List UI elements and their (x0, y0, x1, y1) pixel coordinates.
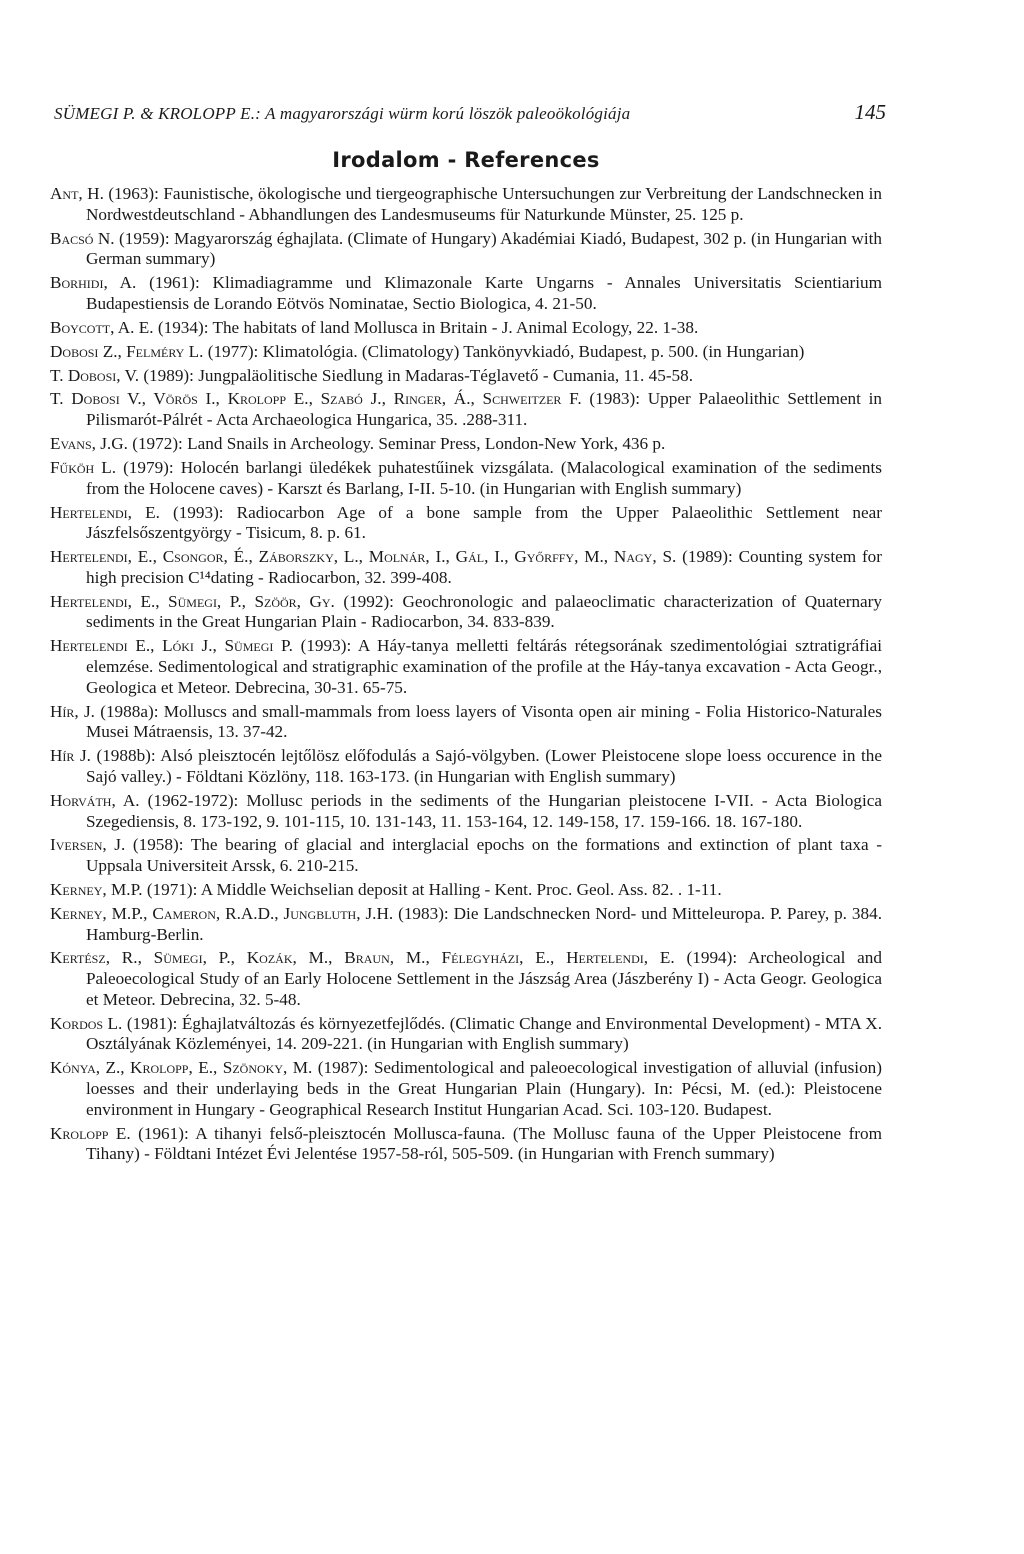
reference-authors: Fűköh L. (50, 457, 117, 477)
reference-authors: Kertész, R., Sümegi, P., Kozák, M., Braun, M., Félegyházi, E., Hertelendi, E. (50, 948, 675, 968)
reference-entry (50, 229, 882, 270)
reference-text: (1958): The bearing of glacial and interglacial epochs on the formations and extinction of plant taxa - Uppsala Universiteit Arssk, 6. 210-215. (86, 835, 882, 876)
page (50, 100, 886, 1168)
reference-text: (1959): Magyarország éghajlata. (Climate of Hungary) Akadémiai Kiadó, Budapest, 302 p. (in Hungarian with German summary) (86, 228, 882, 269)
reference-authors: Evans, J.G. (50, 434, 128, 454)
reference-entry (50, 318, 882, 339)
reference-text: (1983): Die Landschnecken Nord- und Mitteleuropa. P. Parey, p. 384. Hamburg-Berlin. (86, 903, 882, 944)
reference-authors: T. Dobosi, V. (50, 365, 140, 385)
reference-text: (1993): Radiocarbon Age of a bone sample from the Upper Palaeolithic Settlement near Jászfelsőszentgyörgy - Tisicum, 8. p. 61. (86, 502, 882, 543)
reference-text: (1993): A Háy-tanya melletti feltárás rétegsorának szedimentológiai sztratigráfiai elemzése. Sedimentological and stratigraphic examination of the profile at the Háy-tanya excavation - Acta Geogr., Geologica et Meteor. Debrecina, 30-31. 65-75. (86, 636, 882, 697)
reference-text: (1989): Jungpaläolitische Siedlung in Madaras-Téglavető - Cumania, 11. 45-58. (139, 365, 694, 385)
reference-entry (50, 366, 882, 387)
section-title: Irodalom - References (332, 148, 600, 172)
reference-text: (1992): Geochronologic and palaeoclimatic characterization of Quaternary sediments in the Great Hungarian Plain - Radiocarbon, 34. 833-839. (86, 591, 882, 632)
reference-entry (50, 389, 882, 430)
reference-text: (1971): A Middle Weichselian deposit at Halling - Kent. Proc. Geol. Ass. 82. . 1-11. (142, 879, 722, 899)
reference-text: (1987): Sedimentological and paleoecological investigation of alluvial (infusion) loesses and their underlaying beds in the Great Hungarian Plain (Hungary). In: Pécsi, M. (ed.): Pleistocene environment in Hungary - Geographical Research Institut Hungarian Acad. Sci. 103-120. Budapest. (86, 1058, 882, 1119)
reference-entry (50, 880, 882, 901)
reference-text: (1972): Land Snails in Archeology. Seminar Press, London-New York, 436 p. (127, 434, 666, 454)
reference-entry (50, 904, 882, 945)
reference-authors: Boycott, A. E. (50, 317, 154, 337)
reference-authors: Hertelendi E., Lóki J., Sümegi P. (50, 636, 293, 656)
reference-entry (50, 458, 882, 499)
reference-entry (50, 1014, 882, 1055)
reference-text: (1989): Counting system for high precision C¹⁴dating - Radiocarbon, 32. 399-408. (86, 547, 882, 587)
reference-text: (1994): Archeological and Paleoecological Study of an Early Holocene Settlement in the Jászság Area (Jászberény I) - Acta Geogr. Geologica et Meteor. Debrecina, 32. 5-48. (86, 948, 882, 1009)
reference-text: (1977): Klimatológia. (Climatology) Tankönyvkiadó, Budapest, p. 500. (in Hungarian) (203, 341, 805, 361)
reference-authors: Hír, J. (50, 701, 95, 721)
reference-entry (50, 592, 882, 633)
reference-authors: Hertelendi, E., Sümegi, P., Szöör, Gy. (50, 591, 335, 611)
reference-authors: Krolopp E. (50, 1123, 131, 1143)
reference-entry (50, 835, 882, 876)
reference-authors: Hertelendi, E., Csongor, É., Záborszky, L., Molnár, I., Gál, I., Győrffy, M., Nagy, S. (50, 547, 677, 567)
reference-authors: Ant, H. (50, 184, 104, 203)
reference-authors: Kordos L. (50, 1013, 123, 1033)
reference-authors: Kerney, M.P., Cameron, R.A.D., Jungbluth, J.H. (50, 903, 394, 923)
reference-authors: Horváth, A. (50, 790, 140, 810)
reference-text: (1979): Holocén barlangi üledékek puhatestűinek vizsgálata. (Malacological examination of the sediments from the Holocene caves) - Karszt és Barlang, I-II. 5-10. (in Hungarian with English summary) (86, 457, 882, 498)
reference-entry (50, 503, 882, 544)
reference-authors: Hertelendi, E. (50, 502, 160, 522)
reference-text: (1988a): Molluscs and small-mammals from loess layers of Visonta open air mining - Folia Historico-Naturales Musei Mátraensis, 13. 37-42. (86, 701, 882, 742)
running-head (50, 100, 886, 130)
reference-entry (50, 791, 882, 832)
reference-entry (50, 636, 882, 698)
reference-text: (1981): Éghajlatváltozás és környezetfejlődés. (Climatic Change and Environmental Development) - MTA X. Osztályának Közleményei, 14. 209-221. (in Hungarian with English summary) (86, 1013, 882, 1054)
reference-authors: Hír J. (50, 746, 91, 766)
page-number: 145 (854, 100, 886, 124)
reference-entry (50, 1124, 882, 1165)
reference-entry (50, 273, 882, 314)
reference-text: (1963): Faunistische, ökologische und tiergeographische Untersuchungen zur Verbreitung der Landschnecken in Nordwestdeutschland - Abhandlungen des Landesmuseums für Naturkunde Münster, 25. 125 p. (86, 184, 882, 224)
reference-entry (50, 1058, 882, 1120)
reference-authors: T. Dobosi V., Vörös I., Krolopp E., Szabó J., Ringer, Á., Schweitzer F. (50, 389, 582, 409)
reference-entry (50, 547, 882, 588)
reference-text: (1988b): Alsó pleisztocén lejtőlösz előfodulás a Sajó-völgyben. (Lower Pleistocene slope loess occurence in the Sajó valley.) - Földtani Közlöny, 118. 163-173. (in Hungarian with English summary) (86, 746, 882, 786)
reference-authors: Kerney, M.P. (50, 879, 143, 899)
reference-list (50, 184, 882, 1165)
reference-authors: Kónya, Z., Krolopp, E., Szönoky, M. (50, 1058, 313, 1078)
reference-text: (1961): A tihanyi felső-pleisztocén Mollusca-fauna. (The Mollusc fauna of the Upper Pleistocene from Tihany) - Földtani Intézet Évi Jelentése 1957-58-ról, 505-509. (in Hungarian with French summary) (86, 1123, 882, 1164)
reference-entry (50, 184, 882, 225)
reference-entry (50, 702, 882, 743)
reference-authors: Iversen, J. (50, 835, 126, 855)
reference-authors: Dobosi Z., Felméry L. (50, 341, 204, 361)
reference-text: (1934): The habitats of land Mollusca in Britain - J. Animal Ecology, 22. 1-38. (153, 317, 699, 337)
reference-text: (1961): Klimadiagramme und Klimazonale Karte Ungarns - Annales Universitatis Scientiarium Budapestiensis de Lorando Eötvös Nominatae, Sectio Biologica, 4. 21-50. (86, 273, 882, 313)
reference-entry (50, 948, 882, 1010)
reference-authors: Bacsó N. (50, 228, 115, 248)
reference-authors: Borhidi, A. (50, 273, 137, 293)
running-title: SÜMEGI P. & KROLOPP E.: A magyarországi würm korú löszök paleoökológiája (54, 104, 631, 123)
reference-entry (50, 342, 882, 363)
reference-text: (1983): Upper Palaeolithic Settlement in Pilismarót-Pálrét - Acta Archaeologica Hungarica, 35. .288-311. (86, 389, 882, 430)
reference-entry (50, 434, 882, 455)
reference-text: (1962-1972): Mollusc periods in the sediments of the Hungarian pleistocene I-VII. - Acta Biologica Szegediensis, 8. 173-192, 9. 101-115, 10. 131-143, 11. 153-164, 12. 149-158, 17. 159-166. 18. 167-180. (86, 790, 882, 831)
reference-entry (50, 746, 882, 787)
